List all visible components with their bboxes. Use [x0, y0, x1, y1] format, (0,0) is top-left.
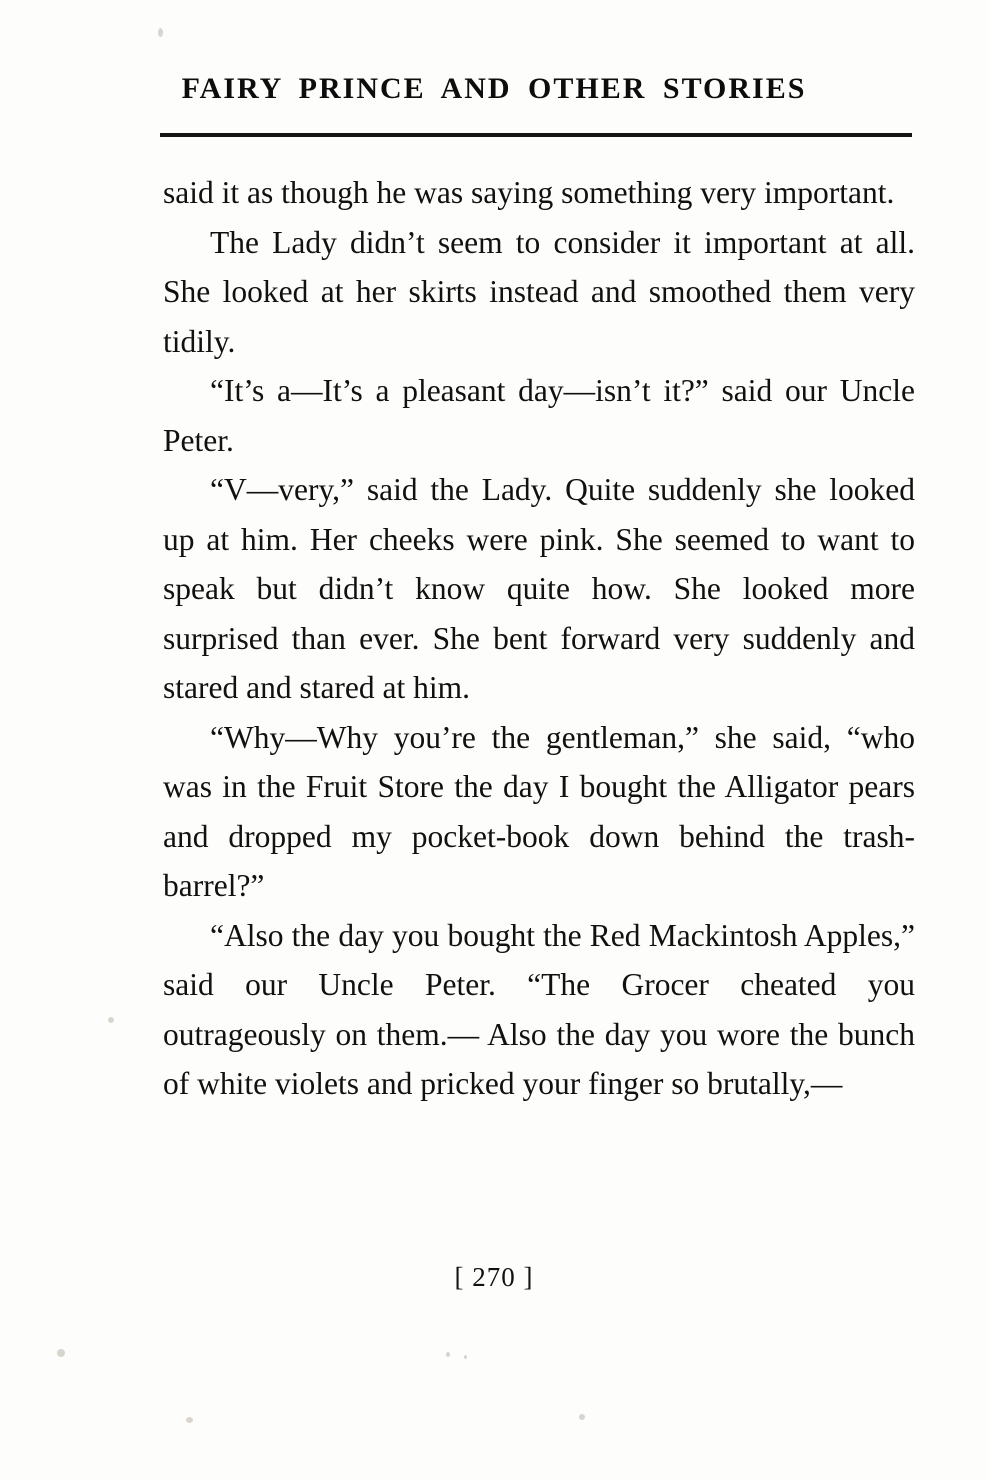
paragraph: “Why—Why you’re the gentleman,” she said, “who was in the Fruit Store the day I bought the Alligator pears and dropped my pocket-book down behind the trash-barrel?”: [163, 719, 915, 903]
scan-speck: [464, 1355, 467, 1359]
paragraph: “It’s a—It’s a pleasant day—isn’t it?” said our Uncle Peter.: [163, 373, 915, 458]
scan-speck: [57, 1349, 65, 1357]
body-text: [163, 168, 915, 1109]
scan-speck: [108, 1017, 114, 1023]
paragraph: “Also the day you bought the Red Mackintosh Apples,” said our Uncle Peter. “The Grocer cheated you outrageously on them.— Also the day you wore the bunch of white violets and pricked your finger so brutally,—: [163, 917, 915, 1101]
scan-speck: [158, 28, 163, 37]
page-number: [ 270 ]: [454, 1262, 534, 1292]
scan-speck: [186, 1417, 193, 1423]
paragraph: said it as though he was saying something very important.: [163, 175, 895, 210]
paragraph: “V—very,” said the Lady. Quite suddenly she looked up at him. Her cheeks were pink. She seemed to want to speak but didn’t know quite how. She looked more surprised than ever. She bent forward very suddenly and stared and stared at him.: [163, 472, 915, 705]
scan-speck: [579, 1414, 585, 1420]
paragraph: The Lady didn’t seem to consider it important at all. She looked at her skirts instead and smoothed them very tidily.: [163, 224, 915, 359]
header-rule: [160, 133, 912, 137]
scan-speck: [446, 1352, 450, 1357]
running-head: FAIRY PRINCE AND OTHER STORIES: [181, 72, 807, 105]
